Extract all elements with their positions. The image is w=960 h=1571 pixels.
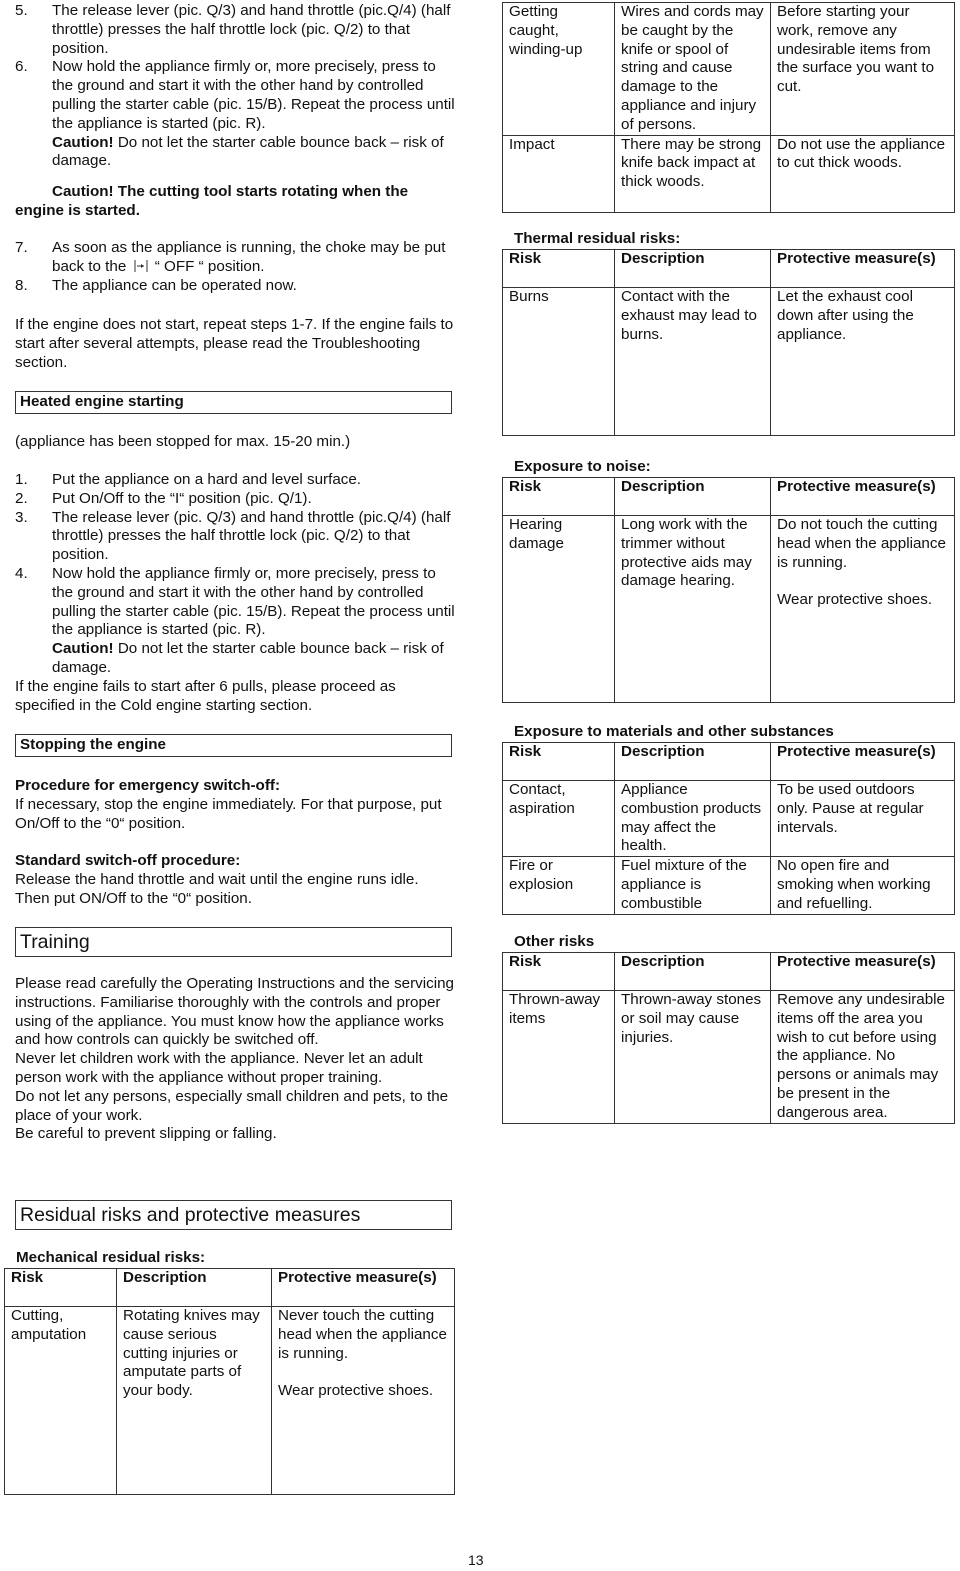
caution-note: Caution! The cutting tool starts rotating when the engine is started. (15, 183, 409, 219)
table-row: Fire or explosion Fuel mixture of the appliance is combustible No open fire and smoking when working and refuelling. (503, 857, 955, 914)
section-heading-heated: Heated engine starting (15, 391, 452, 414)
emergency-title: Procedure for emergency switch-off: (15, 777, 280, 794)
table-row: Impact There may be strong knife back impact at thick woods. Do not use the appliance to cut thick woods. (503, 135, 955, 212)
table-row: Getting caught, winding-up Wires and cords may be caught by the knife or spool of string and cause damage to the appliance and injury of persons. Before starting your work, remove any undesirable items from the surface you want to cut. (503, 3, 955, 136)
section-heading-residual: Residual risks and protective measures (15, 1200, 452, 1230)
section-heading-training: Training (15, 927, 452, 957)
materials-title: Exposure to materials and other substances (514, 723, 834, 740)
list-item: 7. As soon as the appliance is running, the choke may be put back to the “ OFF “ position. (15, 239, 446, 275)
standard-text: Release the hand throttle and wait until the engine runs idle. Then put ON/Off to the “0“ position. (15, 871, 419, 907)
list-item: 8. The appliance can be operated now. (15, 276, 297, 294)
caution-label: Caution! (52, 133, 114, 151)
cold-start-steps-7-8 (15, 239, 455, 295)
materials-risk-table: Risk Description Protective measure(s) Contact, aspiration Appliance combustion products may affect the health. To be used outdoors only. Pause at regular intervals. Fire or explosion Fuel mixture of the appliance is combustible No open fire and smoking when working and refuelling. (502, 742, 955, 915)
standard-title: Standard switch-off procedure: (15, 852, 241, 869)
table-row: Burns Contact with the exhaust may lead to burns. Let the exhaust cool down after using the appliance. (503, 288, 955, 436)
list-item: 3. The release lever (pic. Q/3) and hand throttle (pic.Q/4) (half throttle) presses the half throttle lock (pic. Q/2) to that position. (15, 508, 451, 564)
mechanical-risk-table-continued (502, 2, 955, 213)
mechanical-title: Mechanical residual risks: (16, 1249, 206, 1266)
noise-title: Exposure to noise: (514, 458, 651, 475)
training-text: Please read carefully the Operating Instructions and the servicing instructions. Familiarise thoroughly with the controls and proper using of the appliance. You must know how the appliance works and how controls can quickly be switched off. Never let children work with the appliance. Never let an adult person work with the appliance without proper training. Do not let any persons, especially small children and pets, to the place of your work. Be careful to prevent slipping or falling. (15, 975, 454, 1143)
heated-steps (15, 471, 455, 715)
table-row: Thrown-away items Thrown-away stones or soil may cause injuries. Remove any undesirable items off the area you wish to cut before using the appliance. No persons or animals may be present in the dangerous area. (503, 991, 955, 1124)
list-item: 5. The release lever (pic. Q/3) and hand throttle (pic.Q/4) (half throttle) presses the half throttle lock (pic. Q/2) to that position. (15, 2, 451, 57)
caution-label: Caution! (52, 640, 114, 658)
list-item: 4. Now hold the appliance firmly or, more precisely, press to the ground and start it with the other hand by controlled pulling the starter cable (pic. 15/B). Repeat the process until the appliance is started (pic. R). Caution! Do not let the starter cable bounce back – risk of damage. (15, 564, 455, 676)
heated-footer: If the engine fails to start after 6 pulls, please proceed as specified in the Cold engine starting section. (15, 677, 396, 714)
section-heading-stopping: Stopping the engine (15, 734, 452, 757)
emergency-text: If necessary, stop the engine immediately. For that purpose, put On/Off to the “0“ position. (15, 796, 442, 832)
cold-start-continuation (15, 2, 455, 171)
other-title: Other risks (514, 933, 595, 950)
list-item: 2. Put On/Off to the “I“ position (pic. Q/1). (15, 489, 312, 507)
thermal-risk-table: Risk Description Protective measure(s) Burns Contact with the exhaust may lead to burns. Let the exhaust cool down after using the appliance. (502, 249, 955, 436)
other-risk-table: Risk Description Protective measure(s) Thrown-away items Thrown-away stones or soil may cause injuries. Remove any undesirable items off the area you wish to cut before using the appliance. No persons or animals may be present in the dangerous area. (502, 952, 955, 1124)
heated-note: (appliance has been stopped for max. 15-20 min.) (15, 433, 351, 450)
noise-risk-table: Risk Description Protective measure(s) Hearing damage Long work with the trimmer without protective aids may damage hearing. Do not touch the cutting head when the appliance is running. Wear protective shoes. (502, 477, 955, 703)
list-item: 1. Put the appliance on a hard and level surface. (15, 471, 362, 488)
table-row: Contact, aspiration Appliance combustion products may affect the health. To be used outdoors only. Pause at regular intervals. (503, 781, 955, 857)
choke-off-icon (133, 259, 149, 273)
table-row: Cutting, amputation Rotating knives may cause serious cutting injuries or amputate parts of your body. Never touch the cutting head when the appliance is running. Wear protective shoes. (5, 1307, 455, 1495)
thermal-title: Thermal residual risks: (514, 230, 681, 247)
table-row: Hearing damage Long work with the trimmer without protective aids may damage hearing. Do not touch the cutting head when the appliance is running. Wear protective shoes. (503, 516, 955, 703)
list-item: 6. Now hold the appliance firmly or, more precisely, press to the ground and start it with the other hand by controlled pulling the starter cable (pic. 15/B). Repeat the process until the appliance is started (pic. R). Caution! Do not let the starter cable bounce back – risk of damage. (15, 58, 455, 170)
mechanical-risk-table: Risk Description Protective measure(s) Cutting, amputation Rotating knives may cause serious cutting injuries or amputate parts of your body. Never touch the cutting head when the appliance is running. Wear protective shoes. (4, 1268, 455, 1495)
page-number: 13 (468, 1552, 484, 1568)
troubleshooting-note: If the engine does not start, repeat steps 1-7. If the engine fails to start after several attempts, please read the Troubleshooting section. (15, 316, 454, 371)
